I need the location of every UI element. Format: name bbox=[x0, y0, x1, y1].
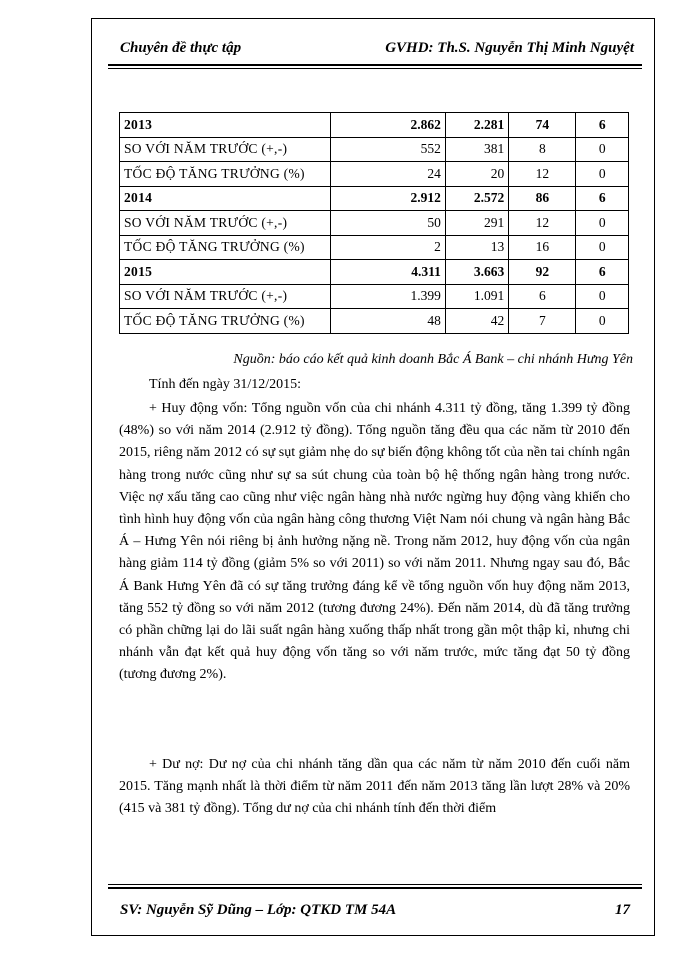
cell-col4: 0 bbox=[576, 162, 629, 187]
cell-col3: 12 bbox=[509, 162, 576, 187]
table-row bbox=[120, 137, 629, 162]
cell-col3: 74 bbox=[509, 113, 576, 138]
cell-outstanding-debt: 42 bbox=[445, 309, 508, 334]
row-label: SO VỚI NĂM TRƯỚC (+,-) bbox=[120, 137, 331, 162]
cell-outstanding-debt: 1.091 bbox=[445, 284, 508, 309]
cell-col4: 0 bbox=[576, 235, 629, 260]
cell-outstanding-debt: 291 bbox=[445, 211, 508, 236]
cell-col3: 16 bbox=[509, 235, 576, 260]
header-rule bbox=[108, 64, 642, 69]
cell-col3: 12 bbox=[509, 211, 576, 236]
row-label: TỐC ĐỘ TĂNG TRƯỞNG (%) bbox=[120, 309, 331, 334]
page-header bbox=[120, 40, 634, 57]
cell-col3: 92 bbox=[509, 260, 576, 285]
cell-outstanding-debt: 3.663 bbox=[445, 260, 508, 285]
row-label: SO VỚI NĂM TRƯỚC (+,-) bbox=[120, 211, 331, 236]
page-number: 17 bbox=[615, 902, 630, 918]
table-row bbox=[120, 113, 629, 138]
cell-total-capital: 2.912 bbox=[330, 186, 445, 211]
cell-col4: 6 bbox=[576, 113, 629, 138]
cell-col3: 7 bbox=[509, 309, 576, 334]
paragraph-intro: Tính đến ngày 31/12/2015: bbox=[149, 377, 302, 392]
table-row bbox=[120, 186, 629, 211]
row-label: TỐC ĐỘ TĂNG TRƯỞNG (%) bbox=[120, 162, 331, 187]
table-row bbox=[120, 260, 629, 285]
page-footer bbox=[120, 902, 630, 919]
cell-total-capital: 2 bbox=[330, 235, 445, 260]
table-row bbox=[120, 309, 629, 334]
cell-total-capital: 48 bbox=[330, 309, 445, 334]
row-label: TỐC ĐỘ TĂNG TRƯỞNG (%) bbox=[120, 235, 331, 260]
paragraph-capital: + Huy động vốn: Tổng nguồn vốn của chi nhánh 4.311 tỷ đồng, tăng 1.399 tỷ đồng (48%) so với năm 2014 (2.912 tỷ đồng). Tổng nguồn tăng đều qua các năm từ 2010 đến 2015, riêng năm 2012 có sự sụt giảm nhẹ do sự biến động không tốt của nền tai chính ngân hàng trong nước cũng như sự sa sút chung của toàn bộ hệ thống ngân hàng trong nước. Việc nợ xấu tăng cao cũng như việc ngân hàng nhà nước ngừng huy động vàng khiến cho tình hình huy động vốn của ngân hàng công thương Việt Nam nói chung và ngân hàng Bắc Á – Hưng Yên nói riêng bị ảnh hưởng nặng nề. Trong năm 2012, huy động vốn của ngân hàng giảm 114 tỷ đồng (giảm 5% so với 2011) so với năm 2011. Nhưng ngay sau đó, Bắc Á Bank Hưng Yên đã có sự tăng trưởng đáng kể về tổng nguồn vốn huy động năm 2013, tăng 552 tỷ đồng so với năm 2012 (tương đương 24%). Đến năm 2014, dù đã tăng trưởng có phần chững lại do lãi suất ngân hàng xuống thấp nhất trong gần một thập kỉ, nhưng chi nhánh vẫn đạt kết quả huy động vốn tăng so với năm trước, mức tăng đạt 50 tỷ đồng (tương đương 2%). bbox=[119, 401, 630, 683]
cell-total-capital: 1.399 bbox=[330, 284, 445, 309]
cell-outstanding-debt: 381 bbox=[445, 137, 508, 162]
cell-total-capital: 50 bbox=[330, 211, 445, 236]
row-label: 2013 bbox=[120, 113, 331, 138]
cell-total-capital: 4.311 bbox=[330, 260, 445, 285]
cell-outstanding-debt: 13 bbox=[445, 235, 508, 260]
table-row bbox=[120, 162, 629, 187]
row-label: 2015 bbox=[120, 260, 331, 285]
header-left: Chuyên đề thực tập bbox=[120, 40, 242, 56]
cell-outstanding-debt: 2.572 bbox=[445, 186, 508, 211]
cell-col4: 0 bbox=[576, 309, 629, 334]
header-right: GVHD: Th.S. Nguyễn Thị Minh Nguyệt bbox=[385, 40, 634, 56]
footer-rule bbox=[108, 884, 642, 889]
cell-col3: 6 bbox=[509, 284, 576, 309]
cell-col4: 0 bbox=[576, 284, 629, 309]
cell-outstanding-debt: 20 bbox=[445, 162, 508, 187]
cell-total-capital: 24 bbox=[330, 162, 445, 187]
table-row bbox=[120, 284, 629, 309]
row-label: 2014 bbox=[120, 186, 331, 211]
data-table bbox=[119, 112, 629, 334]
row-label: SO VỚI NĂM TRƯỚC (+,-) bbox=[120, 284, 331, 309]
cell-col4: 6 bbox=[576, 186, 629, 211]
table-source: Nguồn: báo cáo kết quả kinh doanh Bắc Á Bank – chi nhánh Hưng Yên bbox=[233, 352, 633, 367]
cell-outstanding-debt: 2.281 bbox=[445, 113, 508, 138]
table-row bbox=[120, 211, 629, 236]
cell-col4: 6 bbox=[576, 260, 629, 285]
paragraph-debt: + Dư nợ: Dư nợ của chi nhánh tăng dần qua các năm từ năm 2010 đến cuối năm 2015. Tăng mạnh nhất là thời điểm từ năm 2011 đến năm 2013 tăng lần lượt 28% và 20% (415 và 381 tỷ đồng). Tổng dư nợ của chi nhánh tính đến thời điểm bbox=[119, 757, 630, 817]
cell-total-capital: 552 bbox=[330, 137, 445, 162]
cell-total-capital: 2.862 bbox=[330, 113, 445, 138]
table-row bbox=[120, 235, 629, 260]
cell-col3: 8 bbox=[509, 137, 576, 162]
footer-left: SV: Nguyễn Sỹ Dũng – Lớp: QTKD TM 54A bbox=[120, 902, 397, 918]
cell-col4: 0 bbox=[576, 211, 629, 236]
cell-col4: 0 bbox=[576, 137, 629, 162]
cell-col3: 86 bbox=[509, 186, 576, 211]
